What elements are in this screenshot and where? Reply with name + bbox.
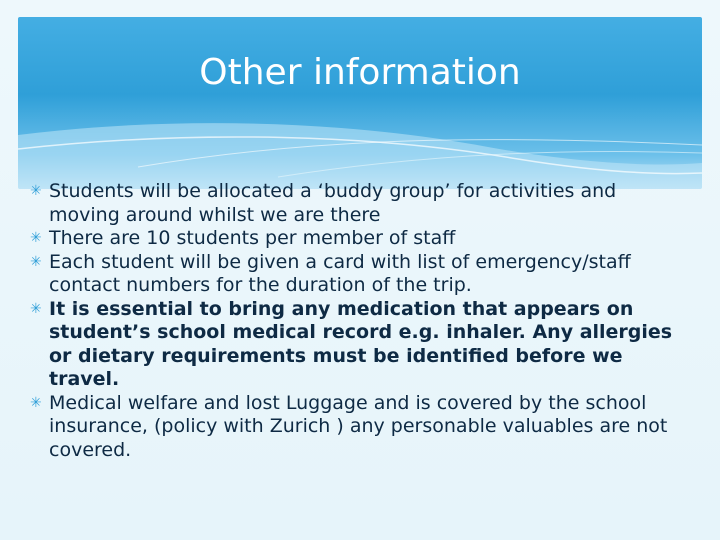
asterisk-bullet-icon: ✳: [30, 300, 42, 317]
list-item: [30, 392, 692, 463]
list-item: [30, 180, 692, 227]
swoosh-decoration: [18, 17, 702, 189]
title-banner: [18, 17, 702, 189]
list-item-text: Students will be allocated a ‘buddy group’ for activities and moving around whilst we are there: [49, 180, 617, 226]
list-item-text: Medical welfare and lost Luggage and is covered by the school insurance, (policy with Zurich ) any personable valuables are not covered.: [49, 391, 668, 461]
list-item: [30, 298, 692, 392]
asterisk-bullet-icon: ✳: [30, 183, 42, 199]
slide-title: Other information: [199, 52, 521, 93]
asterisk-bullet-icon: ✳: [30, 394, 42, 411]
list-item-text: Each student will be given a card with list of emergency/staff contact numbers for the duration of the trip.: [49, 250, 631, 296]
list-item: [30, 227, 692, 251]
list-item: [30, 251, 692, 298]
asterisk-bullet-icon: ✳: [30, 253, 42, 270]
asterisk-bullet-icon: ✳: [30, 230, 42, 246]
list-item-text: There are 10 students per member of staff: [49, 227, 456, 249]
list-item-text-bold: It is essential to bring any medication that appears on student’s school medical record e.g. inhaler. Any allergies or dietary requirements must be identified before we travel.: [49, 297, 673, 390]
bullet-list: [30, 180, 692, 462]
